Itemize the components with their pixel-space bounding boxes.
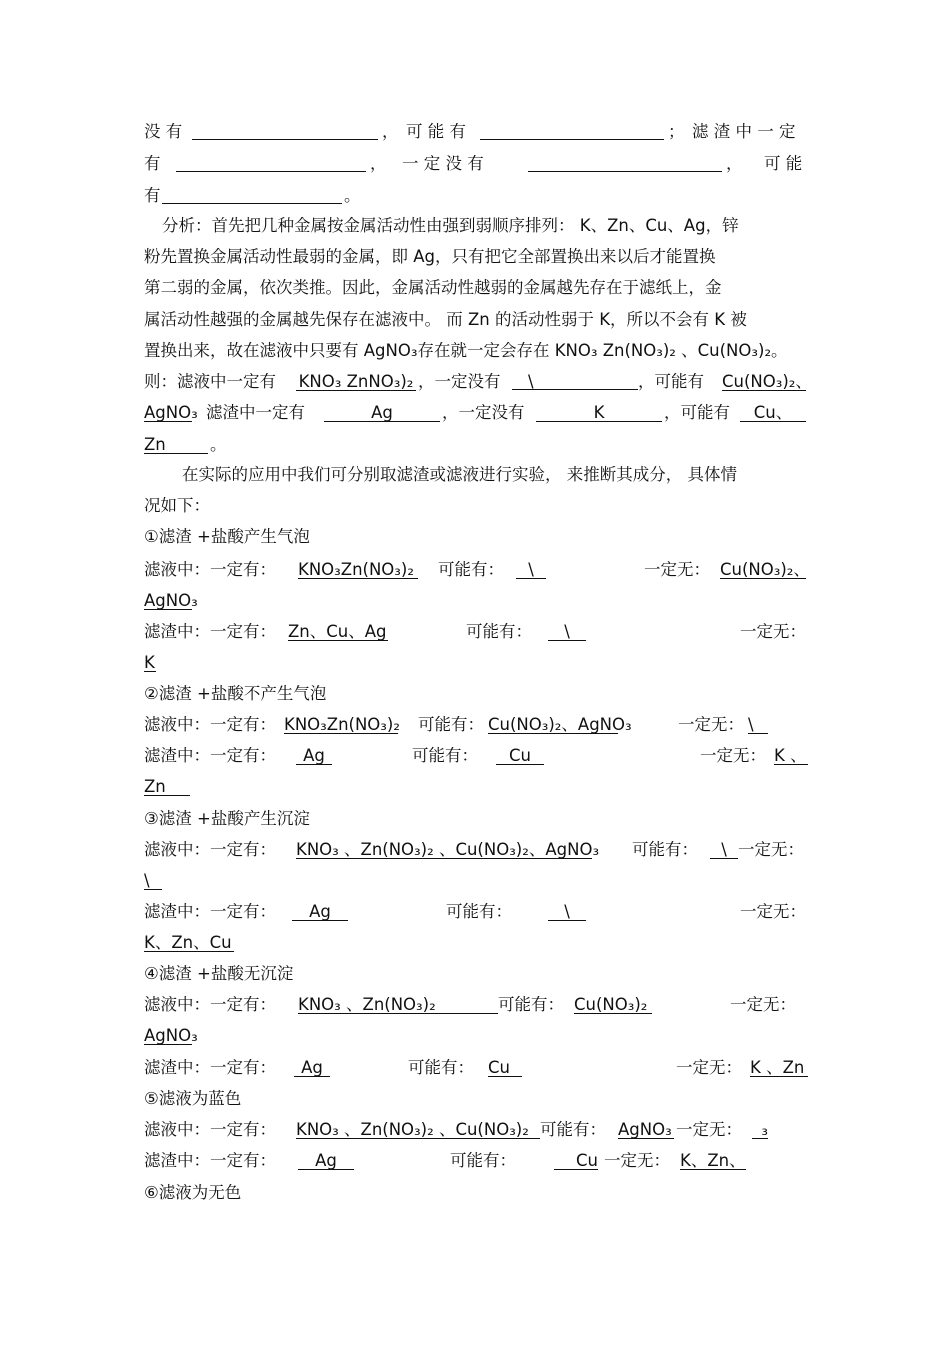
answer-filled: Ag xyxy=(294,1055,330,1077)
text: ， xyxy=(382,122,399,141)
answer-filled: Ag xyxy=(324,400,440,422)
answer-filled: KNO₃ 、Zn(NO₃)₂ 、Cu(NO₃)₂、AgNO₃ xyxy=(296,837,592,859)
text: 可能有： xyxy=(446,902,512,921)
text: 一定无： xyxy=(676,1058,742,1077)
answer-filled: K、Zn、 xyxy=(680,1148,746,1170)
text: 一定无： xyxy=(730,995,796,1014)
text: 没 有 xyxy=(144,122,183,141)
answer-line xyxy=(144,432,808,458)
text: ，可能有 xyxy=(638,372,704,391)
answer-filled: KNO₃Zn(NO₃)₂ xyxy=(284,712,398,734)
case-row xyxy=(144,1117,808,1143)
text: 可 能 xyxy=(764,154,803,173)
answer-filled: Cu(NO₃)₂、AgNO₃ xyxy=(488,712,618,734)
answer-line xyxy=(144,369,812,395)
text: 置换出来，故在滤液中只要有 AgNO₃存在就一定会存在 KNO₃ Zn(NO₃)₂ 、Cu(NO₃)₂。 xyxy=(144,341,788,360)
case-row xyxy=(144,1023,808,1049)
case-row xyxy=(144,650,808,676)
answer-filled: KNO₃ 、Zn(NO₃)₂ 、Cu(NO₃)₂ xyxy=(296,1117,540,1139)
text: 一定无： xyxy=(676,1120,742,1139)
answer-filled: \ xyxy=(144,868,162,890)
case-row xyxy=(144,712,808,738)
text: ， xyxy=(370,154,387,173)
question-line-2 xyxy=(144,151,808,177)
text: 。 xyxy=(210,435,227,454)
text: 第二弱的金属，依次类推。因此，金属活动性越弱的金属越先存在于滤纸上，金 xyxy=(144,278,722,297)
answer-filled: AgNO₃ xyxy=(144,1023,192,1045)
answer-filled: \ xyxy=(748,712,768,734)
text: 滤渣中：一定有： xyxy=(144,1151,276,1170)
text: 一定无： xyxy=(740,622,806,641)
answer-filled: Ag xyxy=(296,743,332,765)
answer-filled: \ xyxy=(516,557,546,579)
answer-filled: K 、Zn xyxy=(750,1055,808,1077)
intro-line xyxy=(182,462,846,488)
text: 滤液中：一定有： xyxy=(144,1120,276,1139)
answer-filled: Cu xyxy=(488,1055,522,1077)
text: 可能有： xyxy=(466,622,532,641)
answer-filled: ₃ xyxy=(752,1117,768,1139)
text: 可能有： xyxy=(438,560,504,579)
answer-filled: KNO₃ ZnNO₃)₂ xyxy=(296,369,416,391)
text: 一定无： xyxy=(644,560,710,579)
text: 可能有： xyxy=(450,1151,516,1170)
answer-filled: K xyxy=(536,400,662,422)
text: 可能有： xyxy=(408,1058,474,1077)
intro-line xyxy=(144,493,808,519)
text: 一定无： xyxy=(678,715,744,734)
analysis-line xyxy=(162,213,826,239)
answer-filled: K、Zn、Cu xyxy=(144,930,234,952)
text: 可能有： xyxy=(412,746,478,765)
answer-filled: Cu(NO₃)₂ xyxy=(574,992,652,1014)
answer-filled: K xyxy=(144,650,156,672)
question-line-1 xyxy=(144,119,808,145)
text: 有 xyxy=(144,186,161,205)
text: ，一定没有 xyxy=(418,372,501,391)
answer-filled: AgNO₃ xyxy=(618,1117,674,1139)
answer-filled: Ag xyxy=(292,899,348,921)
analysis-line xyxy=(144,338,808,364)
text: 滤液中：一定有： xyxy=(144,715,276,734)
answer-filled: Cu xyxy=(496,743,544,765)
answer-filled: KNO₃Zn(NO₃)₂ xyxy=(298,557,418,579)
case-row xyxy=(144,1148,808,1174)
answer-filled: Zn xyxy=(144,432,208,454)
text: ②滤渣 +盐酸不产生气泡 xyxy=(144,684,327,703)
case-row xyxy=(144,774,808,800)
text: 滤液中：一定有： xyxy=(144,840,276,859)
case-heading xyxy=(144,681,808,707)
answer-filled: K 、 xyxy=(774,743,808,765)
text: 滤液中：一定有： xyxy=(144,560,276,579)
text: ④滤渣 +盐酸无沉淀 xyxy=(144,964,294,983)
answer-filled: Ag xyxy=(298,1148,354,1170)
text: 。 xyxy=(344,186,361,205)
answer-filled: \ xyxy=(710,837,738,859)
answer-filled: AgNO₃ xyxy=(144,400,192,422)
answer-filled: KNO₃ 、Zn(NO₃)₂ xyxy=(298,992,498,1014)
case-row xyxy=(144,992,808,1018)
text: ①滤渣 +盐酸产生气泡 xyxy=(144,527,310,546)
case-row xyxy=(144,743,808,769)
text: 粉先置换金属活动性最弱的金属，即 Ag，只有把它全部置换出来以后才能置换 xyxy=(144,247,716,266)
answer-filled: \ xyxy=(548,899,586,921)
case-heading xyxy=(144,1180,808,1206)
text: 则：滤液中一定有 xyxy=(144,372,276,391)
answer-filled: \ xyxy=(512,369,638,390)
answer-filled: Cu(NO₃)₂、 xyxy=(722,369,806,391)
text: 在实际的应用中我们可分别取滤渣或滤液进行实验， 来推断其成分， 具体情 xyxy=(182,465,737,484)
answer-blank[interactable] xyxy=(192,121,378,140)
case-row xyxy=(144,899,808,925)
text: 可 能 有 xyxy=(406,122,466,141)
answer-blank[interactable] xyxy=(480,121,664,140)
answer-blank[interactable] xyxy=(162,185,342,204)
answer-filled: Cu xyxy=(554,1148,598,1170)
case-row xyxy=(144,930,808,956)
text: ⑥滤液为无色 xyxy=(144,1183,242,1202)
case-row xyxy=(144,837,808,863)
case-heading xyxy=(144,524,808,550)
case-heading xyxy=(144,806,808,832)
text: ； xyxy=(668,122,685,141)
answer-blank[interactable] xyxy=(176,153,366,172)
question-line-3 xyxy=(144,183,808,209)
text: ， xyxy=(726,154,743,173)
text: 滤渣中：一定有： xyxy=(144,902,276,921)
text: ⑤滤液为蓝色 xyxy=(144,1089,242,1108)
answer-filled: Cu、 xyxy=(740,400,806,422)
answer-filled: AgNO₃ xyxy=(144,588,192,610)
text: 滤渣中一定有 xyxy=(206,403,305,422)
text: 分析：首先把几种金属按金属活动性由强到弱顺序排列： K、Zn、Cu、Ag，锌 xyxy=(162,216,739,235)
text: 滤渣中：一定有： xyxy=(144,1058,276,1077)
case-row xyxy=(144,1055,808,1081)
answer-filled: \ xyxy=(548,619,586,641)
text: 况如下： xyxy=(144,496,210,515)
text: 可能有： xyxy=(632,840,698,859)
analysis-line xyxy=(144,244,808,270)
text: ，可能有 xyxy=(664,403,730,422)
text: 可能有： xyxy=(418,715,484,734)
answer-line xyxy=(144,400,808,426)
text: ，一定没有 xyxy=(442,403,525,422)
answer-filled: Zn、Cu、Ag xyxy=(288,619,388,641)
analysis-line xyxy=(144,275,808,301)
text: ③滤渣 +盐酸产生沉淀 xyxy=(144,809,310,828)
text: 一定无： xyxy=(738,840,804,859)
case-heading xyxy=(144,1086,808,1112)
case-row xyxy=(144,588,808,614)
text: 滤渣中：一定有： xyxy=(144,746,276,765)
text: 可能有： xyxy=(540,1120,606,1139)
text: 有 xyxy=(144,154,161,173)
case-row xyxy=(144,868,808,894)
text: 滤液中：一定有： xyxy=(144,995,276,1014)
case-heading xyxy=(144,961,808,987)
text: 可能有： xyxy=(498,995,564,1014)
answer-blank[interactable] xyxy=(528,153,722,172)
text: 属活动性越强的金属越先保存在滤液中。 而 Zn 的活动性弱于 K，所以不会有 K 被 xyxy=(144,310,747,329)
case-row xyxy=(144,619,808,645)
text: 滤 渣 中 一 定 xyxy=(692,122,796,141)
analysis-line xyxy=(144,307,808,333)
text: 滤渣中：一定有： xyxy=(144,622,276,641)
text: 一 定 没 有 xyxy=(402,154,484,173)
text: 一定无： xyxy=(740,902,806,921)
text: 一定无： xyxy=(604,1151,670,1170)
text: 一定无： xyxy=(700,746,766,765)
case-row xyxy=(144,557,808,583)
answer-filled: Cu(NO₃)₂、 xyxy=(720,557,806,579)
answer-filled: Zn xyxy=(144,774,190,796)
